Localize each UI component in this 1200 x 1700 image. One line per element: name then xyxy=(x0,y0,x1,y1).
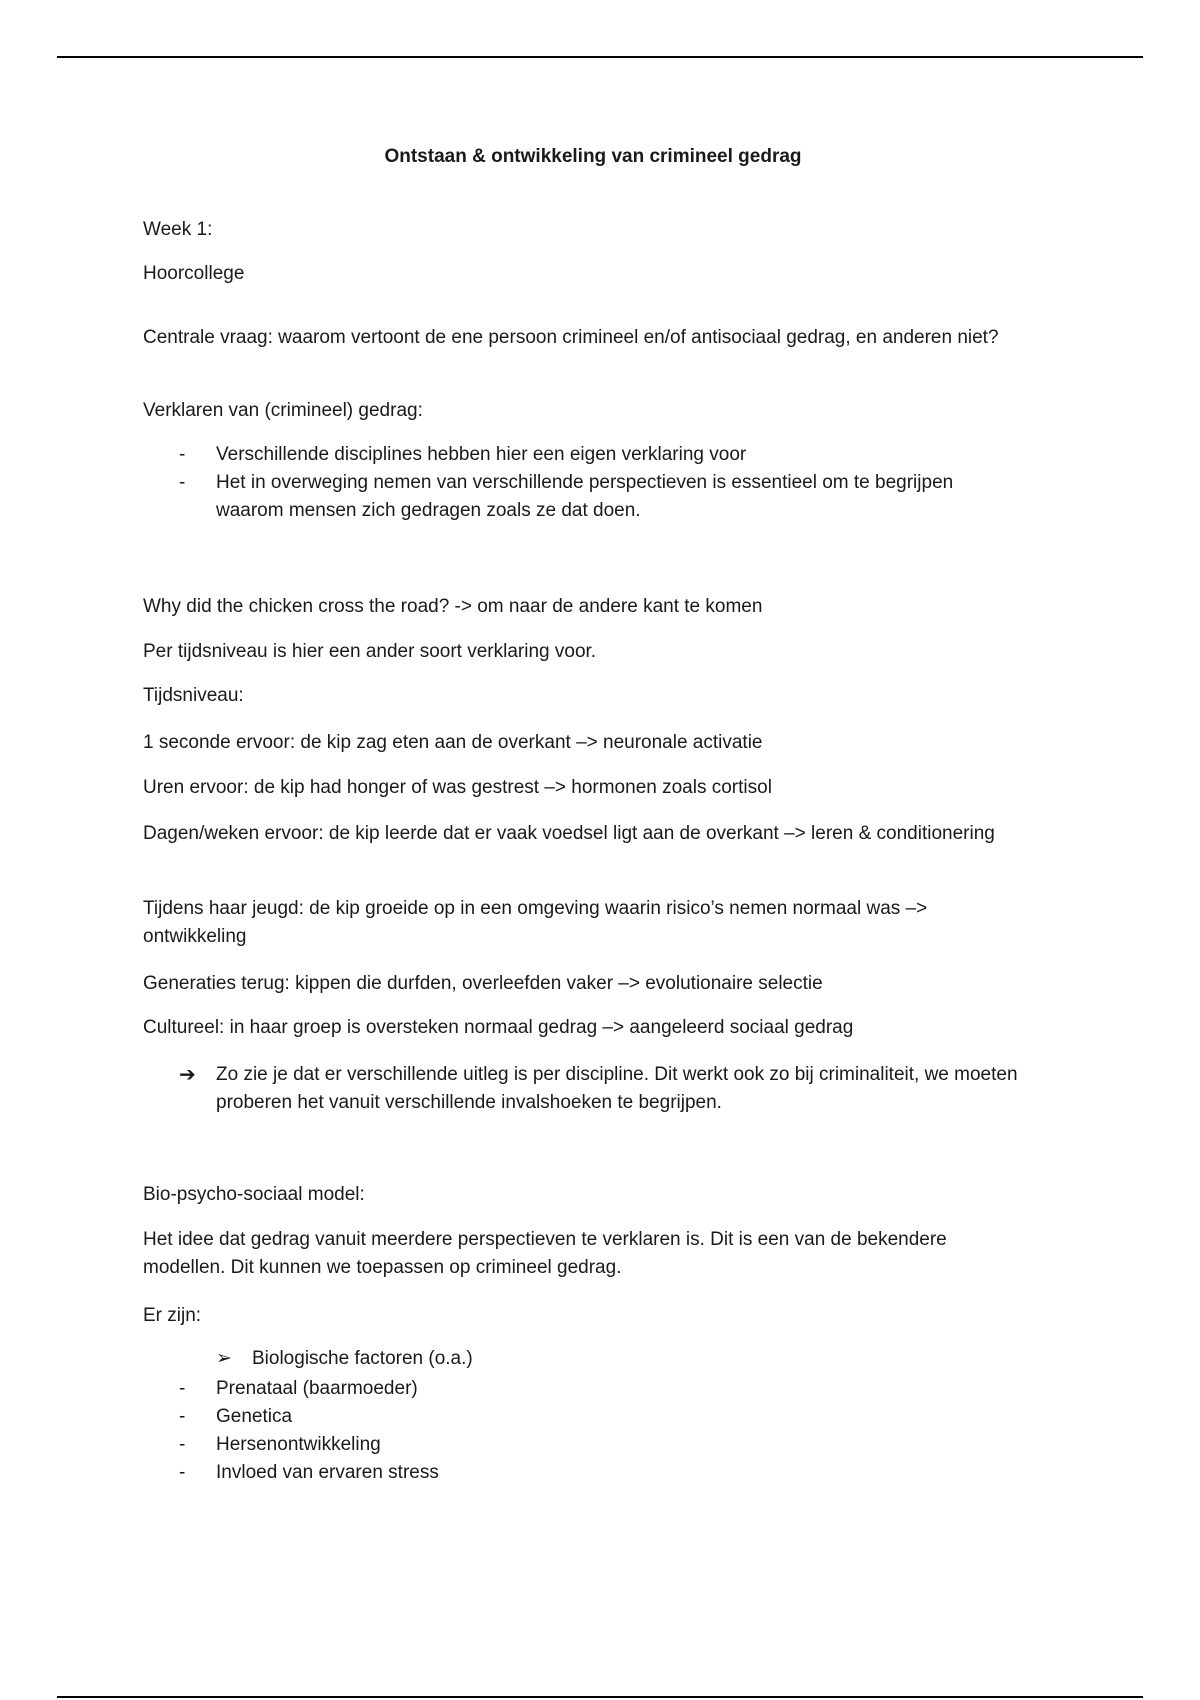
list-item: - Prenataal (baarmoeder) xyxy=(143,1375,1023,1403)
list-item: - Invloed van ervaren stress xyxy=(143,1459,1023,1487)
chicken-question: Why did the chicken cross the road? -> om naar de andere kant te komen xyxy=(143,596,763,617)
central-question: Centrale vraag: waarom vertoont de ene persoon crimineel en/of antisociaal gedrag, en anderen niet? xyxy=(143,327,999,348)
model-heading: Bio-psycho-sociaal model: xyxy=(143,1184,365,1205)
level-jeugd: Tijdens haar jeugd: de kip groeide op in een omgeving waarin risico’s nemen normaal was –> ontwikkeling xyxy=(143,898,928,947)
tijdsniveau-heading: Tijdsniveau: xyxy=(143,685,244,706)
list-item: - Hersenontwikkeling xyxy=(143,1431,1023,1459)
dash-bullet-icon: - xyxy=(179,1434,186,1455)
dash-bullet-icon: - xyxy=(179,1462,186,1483)
list-item: - Genetica xyxy=(143,1403,1023,1431)
level-generaties: Generaties terug: kippen die durfden, overleefden vaker –> evolutionaire selectie xyxy=(143,973,823,994)
arrow-right-icon: ➔ xyxy=(179,1064,196,1086)
factor-list xyxy=(143,1375,1023,1487)
level-seconde: 1 seconde ervoor: de kip zag eten aan de overkant –> neuronale activatie xyxy=(143,732,763,753)
dash-bullet-icon: - xyxy=(179,472,186,493)
dash-bullet-icon: - xyxy=(179,444,186,465)
verklaren-heading: Verklaren van (crimineel) gedrag: xyxy=(143,400,423,421)
list-item: - Het in overweging nemen van verschillende perspectieven is essentieel om te begrijpen waarom mensen zich gedragen zoals ze dat doen. xyxy=(143,469,1023,525)
list-item: - Verschillende disciplines hebben hier een eigen verklaring voor xyxy=(143,441,1023,469)
header-rule xyxy=(57,56,1143,58)
level-dagen: Dagen/weken ervoor: de kip leerde dat er vaak voedsel ligt aan de overkant –> leren & conditionering xyxy=(143,823,995,844)
model-text: Het idee dat gedrag vanuit meerdere perspectieven te verklaren is. Dit is een van de bekendere modellen. Dit kunnen we toepassen op crimineel gedrag. xyxy=(143,1229,947,1278)
dash-bullet-icon: - xyxy=(179,1378,186,1399)
document-title: Ontstaan & ontwikkeling van crimineel gedrag xyxy=(384,146,802,167)
per-tijdsniveau: Per tijdsniveau is hier een ander soort verklaring voor. xyxy=(143,641,597,662)
footer-rule xyxy=(57,1696,1143,1698)
level-cultureel: Cultureel: in haar groep is oversteken normaal gedrag –> aangeleerd sociaal gedrag xyxy=(143,1017,854,1038)
dash-bullet-icon: - xyxy=(179,1406,186,1427)
chevron-bullet-icon: ➢ xyxy=(216,1348,232,1369)
level-uren: Uren ervoor: de kip had honger of was gestrest –> hormonen zoals cortisol xyxy=(143,777,772,798)
er-zijn-label: Er zijn: xyxy=(143,1305,202,1326)
conclusion-item: ➔ Zo zie je dat er verschillende uitleg is per discipline. Dit werkt ook zo bij criminaliteit, we moeten proberen het vanuit verschillende invalshoeken te begrijpen. xyxy=(143,1061,1023,1117)
week-label: Week 1: xyxy=(143,219,213,240)
hoorcollege-label: Hoorcollege xyxy=(143,263,245,284)
factor-heading-item: ➢ Biologische factoren (o.a.) xyxy=(216,1345,916,1373)
verklaren-list xyxy=(143,441,1023,525)
